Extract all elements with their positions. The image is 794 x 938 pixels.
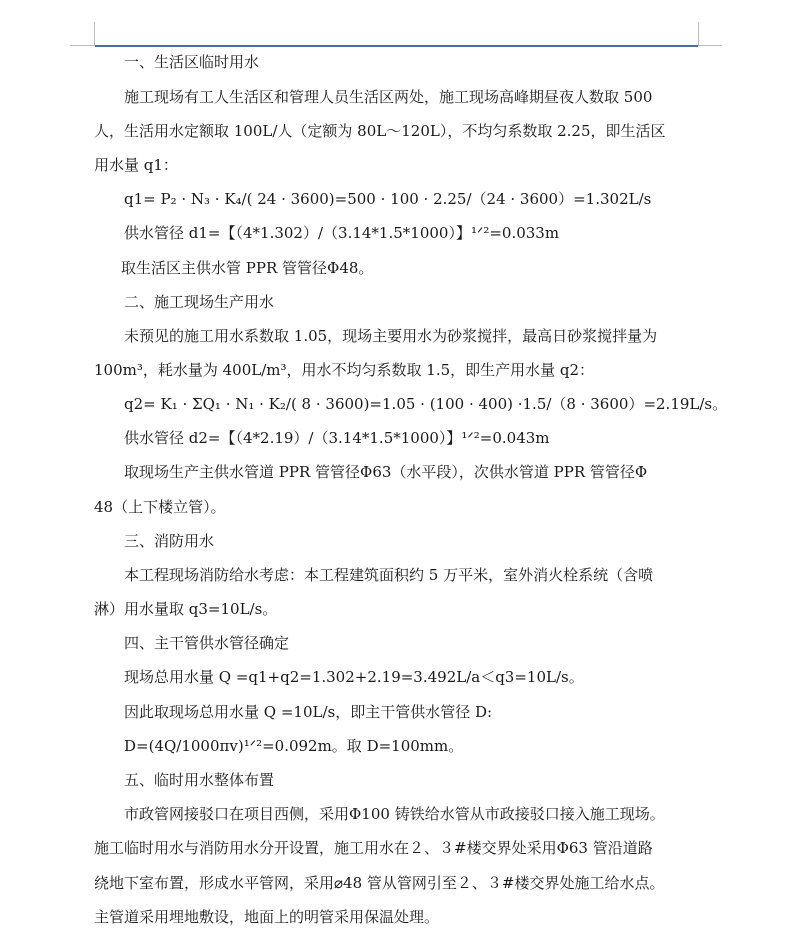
paragraph-line: 人，生活用水定额取 100L/人（定额为 80L～120L），不均匀系数取 2.25，即生活区: [94, 122, 666, 140]
paragraph-line: 未预见的施工用水系数取 1.05，现场主要用水为砂浆搅拌，最高日砂浆搅拌量为: [124, 327, 658, 345]
heading-main-pipe: 四、主干管供水管径确定: [124, 634, 290, 652]
crop-mark-right-horizontal: [698, 45, 722, 46]
heading-layout: 五、临时用水整体布置: [124, 771, 275, 789]
paragraph-line: 市政管网接驳口在项目西侧，采用Φ100 铸铁给水管从市政接驳口接入施工现场。: [124, 805, 665, 823]
paragraph-line: 因此取现场总用水量 Q =10L/s，即主干管供水管径 D:: [124, 703, 493, 721]
formula-total-q: 现场总用水量 Q =q1+q2=1.302+2.19=3.492L/a＜q3=10L/s。: [124, 668, 584, 686]
header-rule: [95, 45, 698, 47]
crop-mark-right-vertical: [698, 22, 699, 46]
heading-fire-water: 三、消防用水: [124, 532, 215, 550]
formula-d1: 供水管径 d1=【（4*1.302）/（3.14*1.5*1000）】¹ᐟ²=0.033m: [124, 224, 560, 242]
paragraph-line: 本工程现场消防给水考虑：本工程建筑面积约 5 万平米，室外消火栓系统（含喷: [124, 566, 654, 584]
formula-q1: q1= P₂ · N₃ · K₄/( 24 · 3600)=500 · 100 · 2.25/（24 · 3600）=1.302L/s: [124, 190, 652, 208]
crop-mark-left-horizontal: [70, 45, 95, 46]
formula-d: D=(4Q/1000πv)¹ᐟ²=0.092m。取 D=100mm。: [124, 737, 464, 755]
heading-domestic-water: 一、生活区临时用水: [124, 53, 260, 71]
heading-construction-water: 二、施工现场生产用水: [124, 293, 275, 311]
paragraph-line: 淋）用水量取 q3=10L/s。: [94, 600, 278, 618]
paragraph-line: 100m³，耗水量为 400L/m³，用水不均匀系数取 1.5，即生产用水量 q2：: [94, 361, 595, 379]
paragraph-line: 绕地下室布置，形成水平管网，采用⌀48 管从管网引至２、３#楼交界处施工给水点。: [94, 874, 665, 892]
paragraph-line: 施工现场有工人生活区和管理人员生活区两处，施工现场高峰期昼夜人数取 500: [124, 88, 653, 106]
paragraph-line: 施工临时用水与消防用水分开设置，施工用水在２、３#楼交界处采用Φ63 管沿道路: [94, 839, 653, 857]
crop-mark-left-vertical: [94, 22, 95, 46]
paragraph-line: 48（上下楼立管）。: [94, 498, 226, 516]
formula-q2: q2= K₁ · ΣQ₁ · N₁ · K₂/( 8 · 3600)=1.05 · (100 · 400) ·1.5/（8 · 3600）=2.19L/s。: [124, 395, 728, 413]
formula-d2: 供水管径 d2=【（4*2.19）/（3.14*1.5*1000）】¹ᐟ²=0.043m: [124, 429, 550, 447]
paragraph-line: 取生活区主供水管 PPR 管管径Φ48。: [121, 259, 374, 277]
paragraph-line: 取现场生产主供水管道 PPR 管管径Φ63（水平段），次供水管道 PPR 管管径Φ: [124, 463, 648, 481]
paragraph-line: 用水量 q1：: [94, 156, 178, 174]
paragraph-line: 主管道采用埋地敷设，地面上的明管采用保温处理。: [94, 908, 440, 926]
